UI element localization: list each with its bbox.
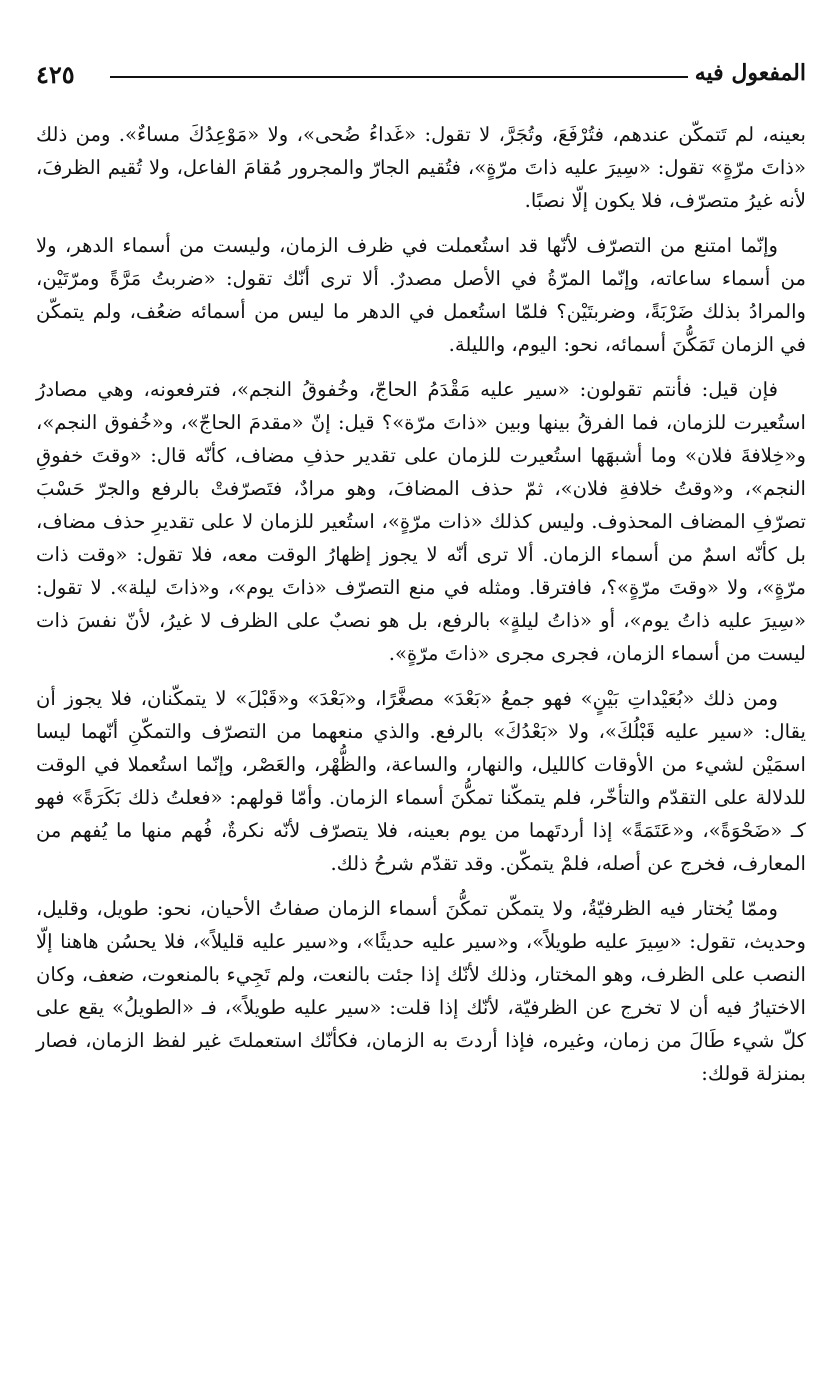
paragraph: فإن قيل: فأنتم تقولون: «سير عليه مَقْدَمُ الحاجّ، وخُفوقُ النجم»، فترفعونه، وهي مصادرُ استُعيرت للزمان، فما الفرقُ بينها وبين «ذاتَ مرّة»؟ قيل: إنّ «مقدمَ الحاجّ»، و«خُفوق النجم»، و«خِلافةَ فلان» وما أشبهَها استُعيرت للزمان على تقدير حذفِ مضاف، كأنّه قال: «وقتَ خفوقِ النجم»، و«وقتُ خلافةِ فلان»، ثمّ حذف المضافَ، وهو مرادٌ، فتَصرّفتْ بالرفع والجرّ حَسْبَ تصرّفِ المضاف المحذوف. وليس كذلك «ذات مرّةٍ»، استُعير للزمان لا على تقديرِ حذف مضاف، بل كأنّه اسمٌ من أسماء الزمان. ألا ترى أنّه لا يجوز إظهارُ الوقت معه، فلا تقول: «وقت ذات مرّةٍ»، ولا «وقتَ مرّةٍ»؟، فافترقا. ومثله في منع التصرّف «ذاتَ يوم»، و«ذاتَ ليلة». لا تقول: «سِيرَ عليه ذاتُ يوم»، أو «ذاتُ ليلةٍ» بالرفع، بل هو نصبٌ على الظرف لا غيرُ، لأنّ نفسَ ذات ليست من أسماء الزمان، فجرى مجرى «ذاتَ مرّةٍ».	[36, 378, 806, 665]
paragraph: بعينه، لم تَتمكّن عندهم، فتُرْفَعَ، وتُجَرَّ، لا تقول: «غَداءُ ضُحى»، ولا «مَوْعِدُكَ مساءٌ». ومن ذلك «ذاتَ مرّةٍ» تقول: «سِيرَ عليه ذاتَ مرّةٍ»، فتُقيم الجارّ والمجرور مُقامَ الفاعل، ولا تُقيم الظرفَ، لأنه غيرُ متصرّف، فلا يكون إلّا نصبًا.	[36, 123, 806, 212]
running-title: المفعول فيه	[694, 60, 806, 86]
paragraph: وممّا يُختار فيه الظرفيّةُ، ولا يتمكّن تمكُّنَ أسماء الزمان صفاتُ الأحيان، نحو: طويل، وقليل، وحديث، تقول: «سِيرَ عليه طويلاً»، و«سير عليه حديثًا»، و«سير عليه قليلاً»، فلا يحسُن هاهنا إلّا النصب على الظرف، وهو المختار، وذلك لأنّك إذا جئت بالنعت، ولم تَجِيء بالمنعوت، ضعف، وكان الاختيارُ فيه أن لا تخرج عن الظرفيّة، لأنّك إذا قلت: «سير عليه طويلاً»، فـ «الطويلُ» يقع على كلّ شيء طَالَ من زمان، وغيره، فإذا أردتَ به الزمان، فكأنّك استعملتَ غير لفظ الزمان، فصار بمنزلة قولك:	[36, 897, 806, 1085]
body-text	[36, 118, 806, 1102]
page-header	[36, 60, 806, 94]
header-rule	[110, 76, 688, 78]
paragraph: وإنّما امتنع من التصرّف لأنّها قد استُعملت في ظرف الزمان، وليست من أسماء الدهر، ولا من أسماء ساعاته، وإنّما المرّةُ في الأصل مصدرٌ. ألا ترى أنّك تقول: «ضربتُ مَرَّةً ومرّتَيْن، والمرادُ بذلك ضَرْبَةً، وضربتَيْن؟ فلمّا استُعمل في الدهر ما ليس من أسمائه ضعُف، ولم يتمكّن في الزمان تَمَكُّنَ أسمائه، نحو: اليوم، والليلة.	[36, 234, 806, 356]
page-number: ٤٢٥	[36, 60, 75, 89]
paragraph: ومن ذلك «بُعَيْداتِ بَيْنٍ» فهو جمعُ «بَعْدَ» مصغَّرًا، و«بَعْدَ» و«قَبْلَ» لا يتمكّنان، فلا يجوز أن يقال: «سير عليه قَبْلُكَ»، ولا «بَعْدُكَ» بالرفع. والذي منعهما من التصرّف والتمكّنِ أنّهما ليسا اسمَيْن لشيء من الأوقات كالليل، والنهار، والساعة، والظُّهْر، والعَصْر، وإنّما استُعملا في الوقت للدلالة على التقدّم والتأخّر، فلم يتمكّنا تمكُّنَ أسماء الزمان. وأمّا قولهم: «فعلتُ ذلك بَكَرَةً» فهو كـ «ضَحْوَةً»، و«عَتَمَةً» إذا أردتَهما من يوم بعينه، فلا يتصرّف لأنّه نكرةٌ، فُهم منها ما يُفهم من المعارف، فخرج عن أصله، فلمْ يتمكّن. وقد تقدّم شرحُ ذلك.	[36, 687, 806, 875]
